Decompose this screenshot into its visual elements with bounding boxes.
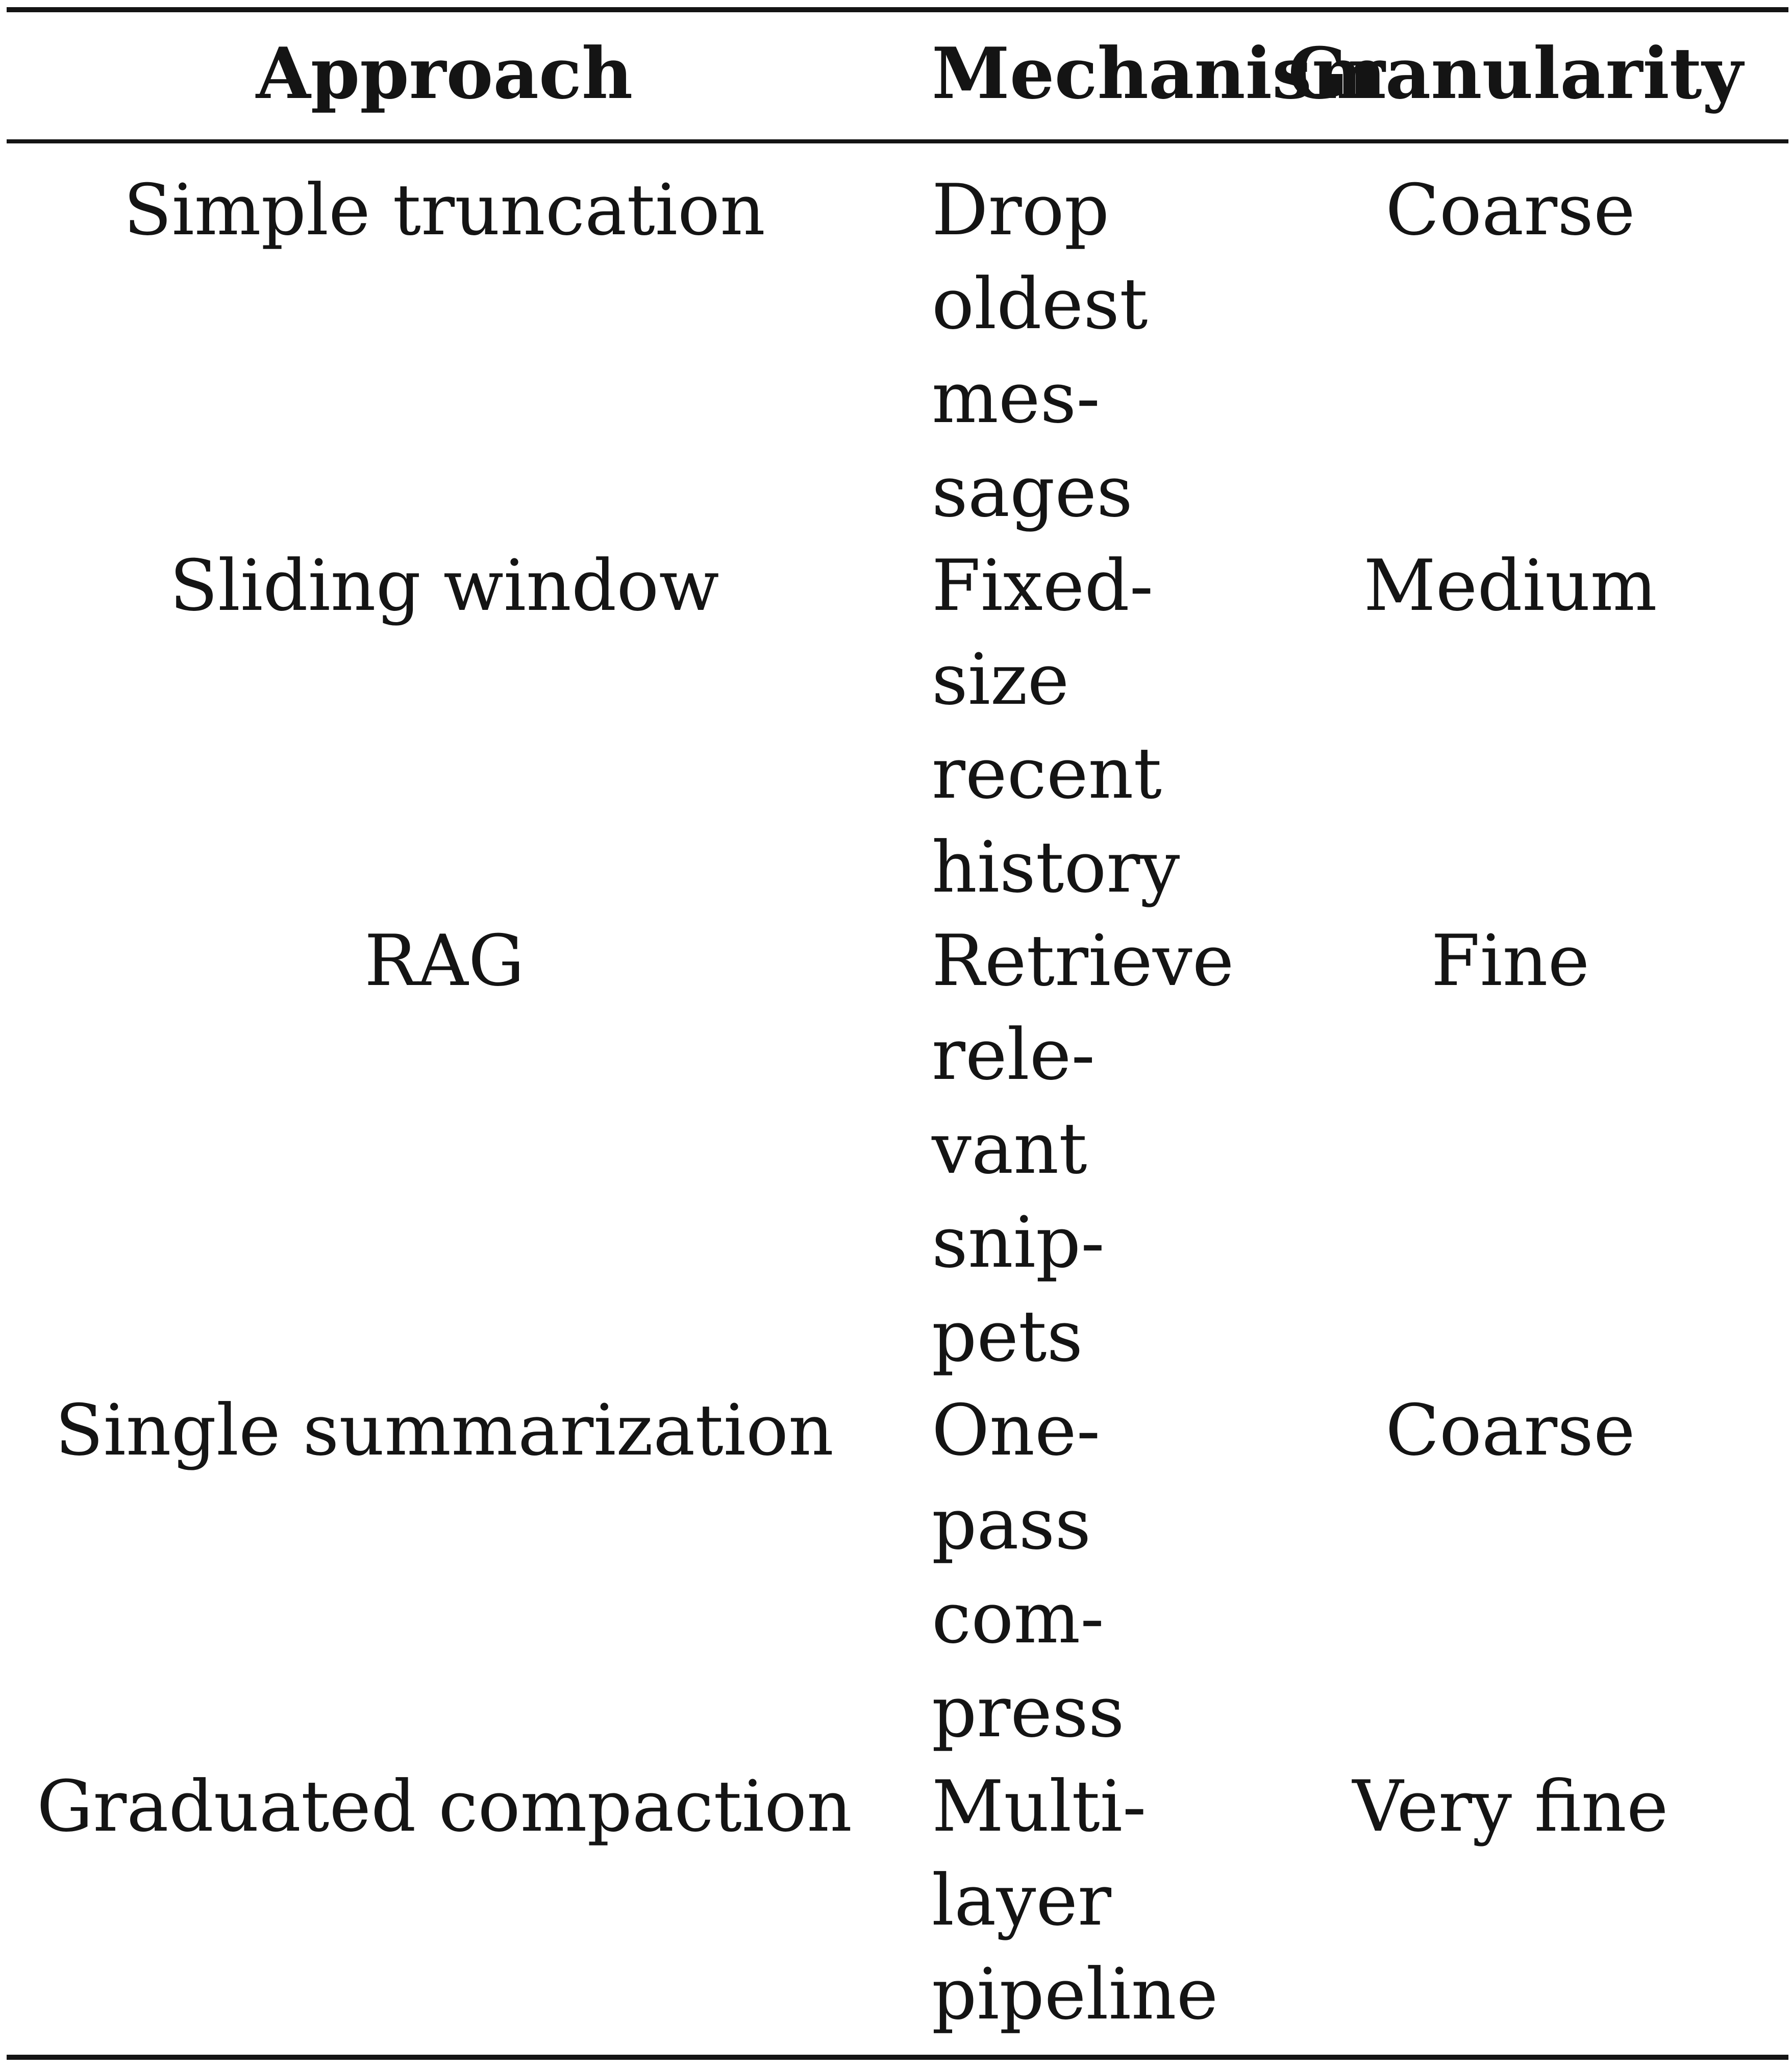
row-4-mechanism-line: com-: [932, 1577, 1104, 1659]
top-rule: [7, 7, 1788, 12]
row-2-mechanism: [932, 539, 1180, 915]
row-5-mechanism-line: pipeline: [932, 1953, 1218, 2035]
row-2-mechanism-line: Fixed-: [932, 545, 1154, 627]
row-3-granularity: Fine: [1431, 920, 1590, 1002]
row-2-granularity: Medium: [1363, 545, 1657, 627]
row-5-mechanism: [932, 1760, 1218, 2041]
row-3-mechanism-line: pets: [932, 1295, 1083, 1377]
row-4-mechanism: [932, 1384, 1125, 1759]
row-4-mechanism-line: pass: [932, 1483, 1091, 1565]
row-5-approach: Graduated compaction: [37, 1765, 852, 1848]
header-granularity: Granularity: [1288, 32, 1743, 115]
row-2-mechanism-line: size: [932, 638, 1069, 721]
row-1-mechanism: [932, 163, 1148, 539]
row-4-mechanism-line: One-: [932, 1389, 1101, 1471]
row-2-mechanism-line: history: [932, 826, 1180, 908]
row-1-granularity: Coarse: [1385, 169, 1635, 251]
row-5-mechanism-line: layer: [932, 1859, 1112, 1941]
header-rule: [7, 139, 1788, 143]
row-4-granularity: Coarse: [1385, 1389, 1635, 1471]
row-3-approach: RAG: [364, 920, 525, 1002]
row-3-mechanism-line: Retrieve: [932, 920, 1234, 1002]
row-1-mechanism-line: oldest: [932, 263, 1148, 345]
row-4-mechanism-line: press: [932, 1671, 1125, 1753]
header-mechanism: Mechanism: [932, 32, 1386, 115]
row-3-mechanism-line: vant: [932, 1107, 1087, 1190]
row-2-mechanism-line: recent: [932, 732, 1162, 815]
row-3-mechanism-line: rele-: [932, 1014, 1096, 1096]
row-1-mechanism-line: Drop: [932, 169, 1110, 251]
row-5-granularity: Very fine: [1352, 1765, 1669, 1848]
row-1-approach: Simple truncation: [123, 169, 765, 251]
row-1-mechanism-line: sages: [932, 451, 1133, 533]
row-4-approach: Single summarization: [55, 1389, 834, 1471]
bottom-rule: [7, 2055, 1788, 2060]
row-3-mechanism: [932, 914, 1234, 1384]
header-approach: Approach: [256, 32, 633, 115]
row-2-approach: Sliding window: [169, 545, 719, 627]
row-3-mechanism-line: snip-: [932, 1201, 1105, 1284]
row-1-mechanism-line: mes-: [932, 357, 1100, 439]
row-5-mechanism-line: Multi-: [932, 1765, 1147, 1848]
